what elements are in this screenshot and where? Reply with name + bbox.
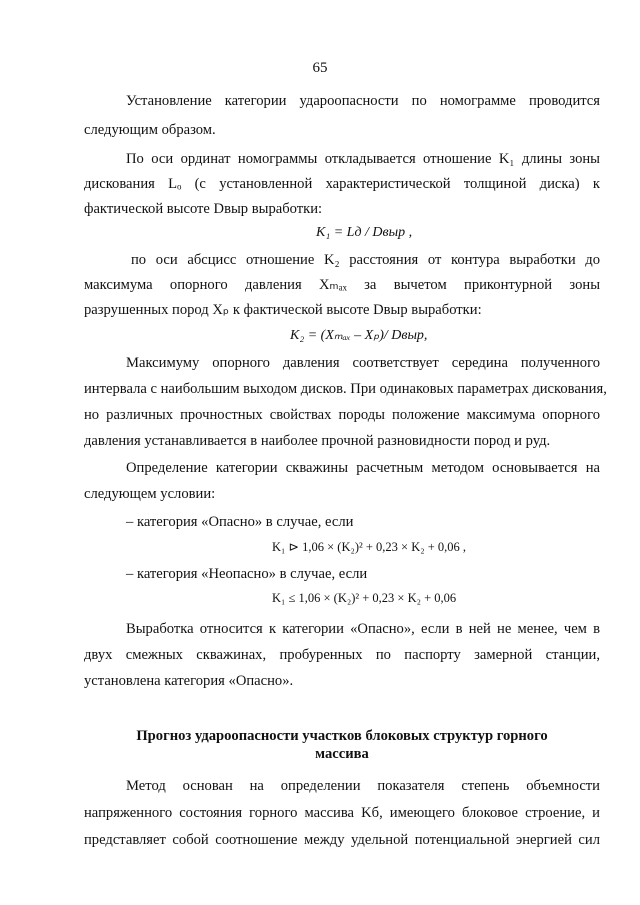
paragraph-line: По оси ординат номограммы откладывается отношение K₁ длины зоны [126, 151, 600, 167]
paragraph-line: Максимуму опорного давления соответствует середина полученного [126, 355, 600, 371]
paragraph-line: следующим образом. [84, 122, 216, 138]
paragraph-line: Определение категории скважины расчетным методом основывается на [126, 460, 600, 476]
paragraph-line: но различных прочностных свойствах породы положение максимума опорного [84, 407, 600, 423]
paragraph-line: давления устанавливается в наиболее прочной разновидности пород и руд. [84, 433, 551, 449]
paragraph-line: Установление категории удароопасности по номограмме проводится [126, 93, 600, 109]
section-heading: Прогноз удароопасности участков блоковых структур горного [136, 728, 548, 744]
formula-k2: K₂ = (Xₘₐₓ – Xₚ)/ Dвыр, [290, 328, 428, 343]
case-safe-label: – категория «Неопасно» в случае, если [126, 566, 368, 582]
paragraph-line: интервала с наибольшим выходом дисков. При одинаковых параметрах дискования, [84, 381, 607, 397]
section-heading: массива [315, 746, 369, 762]
paragraph-line: Выработка относится к категории «Опасно», если в ней не менее, чем в [126, 621, 600, 637]
paragraph-line: представляет собой соотношение между удельной потенциальной энергией сил [84, 832, 600, 848]
paragraph-line: следующем условии: [84, 486, 216, 502]
paragraph-line: Метод основан на определении показателя степень объемности [126, 778, 600, 794]
paragraph-line: разрушенных пород Xₚ к фактической высоте Dвыр выработки: [84, 302, 482, 318]
paragraph-line: фактической высоте Dвыр выработки: [84, 201, 323, 217]
case-dangerous-label: – категория «Опасно» в случае, если [126, 514, 354, 530]
paragraph-line: двух смежных скважинах, пробуренных по паспорту замерной станции, [84, 647, 600, 663]
paragraph-line: напряженного состояния горного массива Kб, имеющего блоковое строение, и [84, 805, 600, 821]
inequality-dangerous: K₁ ⊳ 1,06 × (K₂)² + 0,23 × K₂ + 0,06 , [272, 540, 467, 554]
paragraph-line: максимума опорного давления Xₘₐₓ за вычетом приконтурной зоны [84, 277, 600, 293]
paragraph-line: установлена категория «Опасно». [84, 673, 294, 689]
paragraph-line: по оси абсцисс отношение K₂ расстояния от контура выработки до [131, 252, 600, 268]
page-number: 65 [312, 60, 328, 76]
inequality-safe: K₁ ≤ 1,06 × (K₂)² + 0,23 × K₂ + 0,06 [272, 591, 457, 605]
paragraph-line: дискования Lₒ (с установленной характеристической толщиной диска) к [84, 176, 600, 192]
formula-k1: K₁ = Lд / Dвыр , [316, 225, 413, 240]
